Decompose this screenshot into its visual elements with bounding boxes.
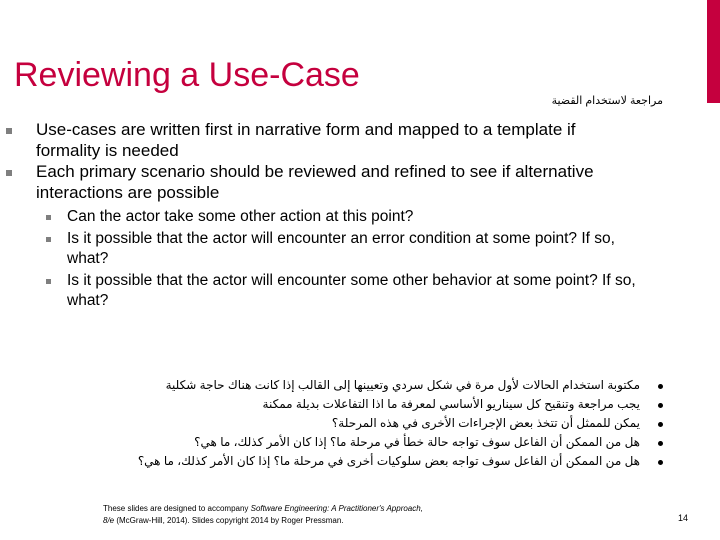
bullet-dot-icon <box>658 422 663 427</box>
bullet-dot-icon <box>658 460 663 465</box>
footer-prefix: These slides are designed to accompany <box>103 504 251 513</box>
sub-bullet-text: Is it possible that the actor will encounter an error condition at some point? If so, what? <box>67 230 615 267</box>
footer-book-title: Software Engineering: A Practitioner's Approach, <box>250 504 423 513</box>
page-number: 14 <box>678 513 689 523</box>
arabic-bullet-text: مكتوبة استخدام الحالات لأول مرة في شكل سردي وتعيينها إلى القالب إذا كانت هناك حاجة شكلية <box>165 378 640 392</box>
arabic-bullet-item <box>80 433 640 452</box>
arabic-bullet-item <box>80 376 640 395</box>
bullet-text: Use-cases are written first in narrative form and mapped to a template if formality is needed <box>36 120 576 160</box>
bullet-square-icon <box>6 128 12 134</box>
arabic-subtitle: مراجعة لاستخدام القضية <box>551 95 663 107</box>
arabic-bullet-text: يمكن للممثل أن تتخذ بعض الإجراءات الأخرى في هذه المرحلة؟ <box>331 416 640 430</box>
footer-credit <box>103 503 523 527</box>
bullet-item <box>0 119 640 161</box>
arabic-bullet-text: هل من الممكن أن الفاعل سوف تواجه بعض سلوكيات أخرى في مرحلة ما؟ إذا كان الأمر كذلك، ما هي؟ <box>137 454 640 468</box>
arabic-bullet-item <box>80 414 640 433</box>
sub-bullet-item <box>0 229 640 269</box>
bullet-dot-icon <box>658 384 663 389</box>
bullet-list <box>0 119 640 311</box>
footer-edition: 8/e <box>103 516 115 525</box>
arabic-bullet-text: هل من الممكن أن الفاعل سوف تواجه حالة خطأ في مرحلة ما؟ إذا كان الأمر كذلك، ما هي؟ <box>194 435 640 449</box>
arabic-bullet-item <box>80 395 640 414</box>
sub-bullet-item <box>0 207 640 227</box>
footer-copyright: (McGraw-Hill, 2014). Slides copyright 2014 by Roger Pressman. <box>114 516 344 525</box>
arabic-bullet-item <box>80 452 640 471</box>
bullet-text: Each primary scenario should be reviewed and refined to see if alternative interactions are possible <box>36 162 594 202</box>
bullet-dot-icon <box>658 403 663 408</box>
bullet-square-icon <box>46 215 51 220</box>
sub-bullet-text: Can the actor take some other action at this point? <box>67 208 414 225</box>
sub-bullet-item <box>0 271 640 311</box>
bullet-square-icon <box>46 279 51 284</box>
arabic-bullet-text: يجب مراجعة وتنقيح كل سيناريو الأساسي لمعرفة ما اذا التفاعلات بديلة ممكنة <box>262 397 640 411</box>
bullet-square-icon <box>6 170 12 176</box>
bullet-square-icon <box>46 237 51 242</box>
arabic-bullet-list <box>80 376 640 471</box>
slide-title: Reviewing a Use-Case <box>14 56 360 94</box>
sub-bullet-text: Is it possible that the actor will encounter some other behavior at some point? If so, what? <box>67 272 636 309</box>
bullet-dot-icon <box>658 441 663 446</box>
bullet-item <box>0 161 640 203</box>
accent-bar <box>707 0 720 103</box>
